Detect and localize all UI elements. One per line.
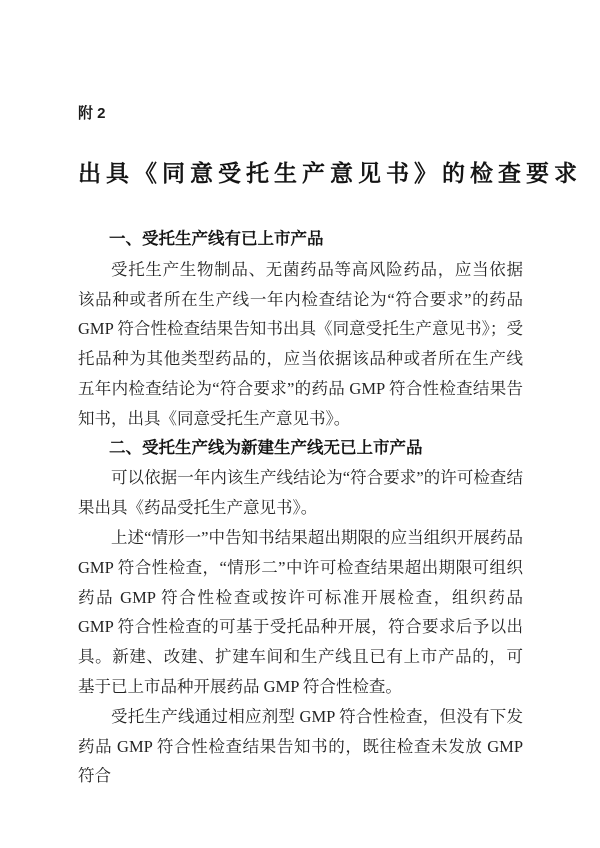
section-1-paragraph-1: 受托生产生物制品、无菌药品等高风险药品，应当依据该品种或者所在生产线一年内检查结论为“符合要求”的药品 GMP 符合性检查结果告知书出具《同意受托生产意见书》；受托品种为其他类型药品的，应当依据该品种或者所在生产线五年内检查结论为“符合要求”的药品 GMP 符合性检查结果告知书，出具《同意受托生产意见书》。 <box>78 259 523 428</box>
attachment-label: 附 2 <box>78 105 106 122</box>
section-2-paragraph-2: 上述“情形一”中告知书结果超出期限的应当组织开展药品 GMP 符合性检查，“情形二”中许可检查结果超出期限可组织药品 GMP 符合性检查或按许可标准开展检查，组织药品 GMP 符合性检查的可基于受托品种开展，符合要求后予以出具。新建、改建、扩建车间和生产线且已有上市产品的，可基于已上市品种开展药品 GMP 符合性检查。 <box>78 527 523 696</box>
document-title: 出具《同意受托生产意见书》的检查要求 <box>78 161 582 186</box>
section-2-heading: 二、受托生产线为新建生产线无已上市产品 <box>109 438 423 457</box>
document-body <box>78 225 523 791</box>
section-1-heading: 一、受托生产线有已上市产品 <box>109 230 324 248</box>
section-2-paragraph-3: 受托生产线通过相应剂型 GMP 符合性检查，但没有下发药品 GMP 符合性检查结果告知书的，既往检查未发放 GMP 符合 <box>78 706 523 786</box>
section-2-paragraph-1: 可以依据一年内该生产线结论为“符合要求”的许可检查结果出具《药品受托生产意见书》。 <box>78 468 523 518</box>
